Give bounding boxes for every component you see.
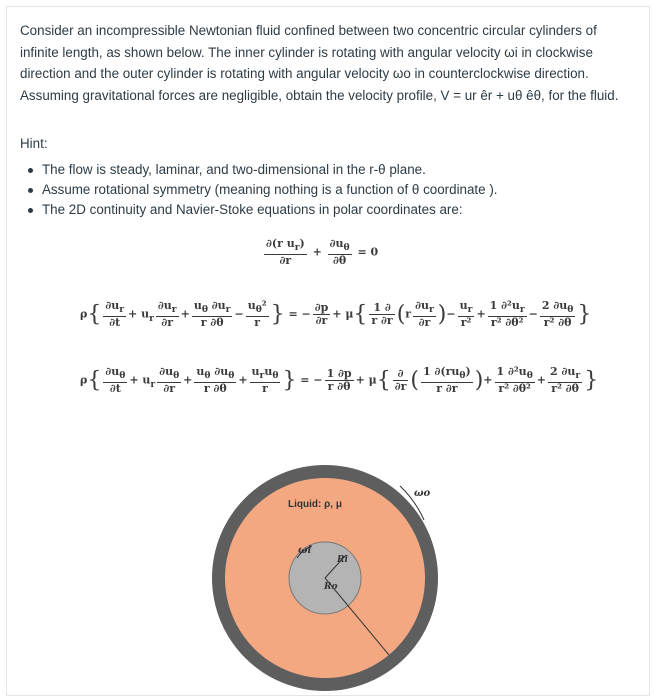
bullet-icon [28,208,33,213]
hint-item-text: Assume rotational symmetry (meaning nothing is a function of θ coordinate ). [42,182,498,197]
liquid-label: Liquid: ρ, μ [288,499,342,510]
concentric-cylinders-diagram [200,462,450,694]
outer-radius-label: Ro [324,582,338,592]
hint-label: Hint: [20,136,48,151]
omega-outer-label: ωo [414,488,431,499]
problem-statement: Consider an incompressible Newtonian fluid confined between two concentric circular cylinders of infinite length, as shown below. The inner cylinder is rotating with angular velocity ωi in clockwise direction and the outer cylinder is rotating with angular velocity ωo in counterclockwise direction. Assuming gravitational forces are negligible, obtain the velocity profile, V = ur êr + uθ êθ, for the fluid. [20,23,619,103]
hint-item-text: The 2D continuity and Navier-Stoke equations in polar coordinates are: [42,202,463,217]
bullet-icon [28,188,33,193]
continuity-equation: $\frac{\partial(r u_r)}{\partial r}$ + $\frac{\partial u_\theta}{\partial\theta}$ = 0 [266,237,379,268]
hint-item [20,180,620,200]
hint-item [20,200,620,220]
hint-item [20,160,620,180]
omega-inner-label: ωi [298,545,312,556]
r-momentum-equation: ρ{ $\frac{\partial u_r}{\partial t}$ + $u_r$ $\frac{\partial u_r}{\partial r}$ + $\frac{u_\theta \partial u_r}{r \partial\theta}$ − $\frac{u_\theta^2}{r}$ } = − $\frac{\partial p}{\partial r}$ + μ{ $\frac{1 \partial}{r \partial r}$ (r $\frac{\partial u_r}{\partial r}$ )− $\frac{u_r}{\text{r²}}$ + $\frac{1 \partial^2u_r}{\text{r² ∂θ²}}$ − $\frac{2 \partial u_\theta}{\text{r² ∂θ}}$ } [80,299,592,330]
inner-radius-label: Ri [337,555,348,565]
bullet-icon [28,168,33,173]
theta-momentum-equation: ρ{ $\frac{\partial u_\theta}{\partial t}$ + $u_r$ $\frac{\partial u_\theta}{\partial r}$ + $\frac{u_\theta \partial u_\theta}{r \partial\theta}$ + $\frac{u_ru_\theta}{r}$ } = − $\frac{1 \partial p}{r \partial\theta}$ + μ{ $\frac{\partial}{\partial r}$ ( $\frac{1 \partial(ru_\theta)}{r \partial r}$ )+ $\frac{1 \partial^2u_\theta}{\text{r² ∂θ²}}$ + $\frac{2 \partial u_r}{\text{r² ∂θ}}$ } [80,365,599,396]
hint-item-text: The flow is steady, laminar, and two-dimensional in the r-θ plane. [42,162,426,177]
hint-list [20,160,620,220]
